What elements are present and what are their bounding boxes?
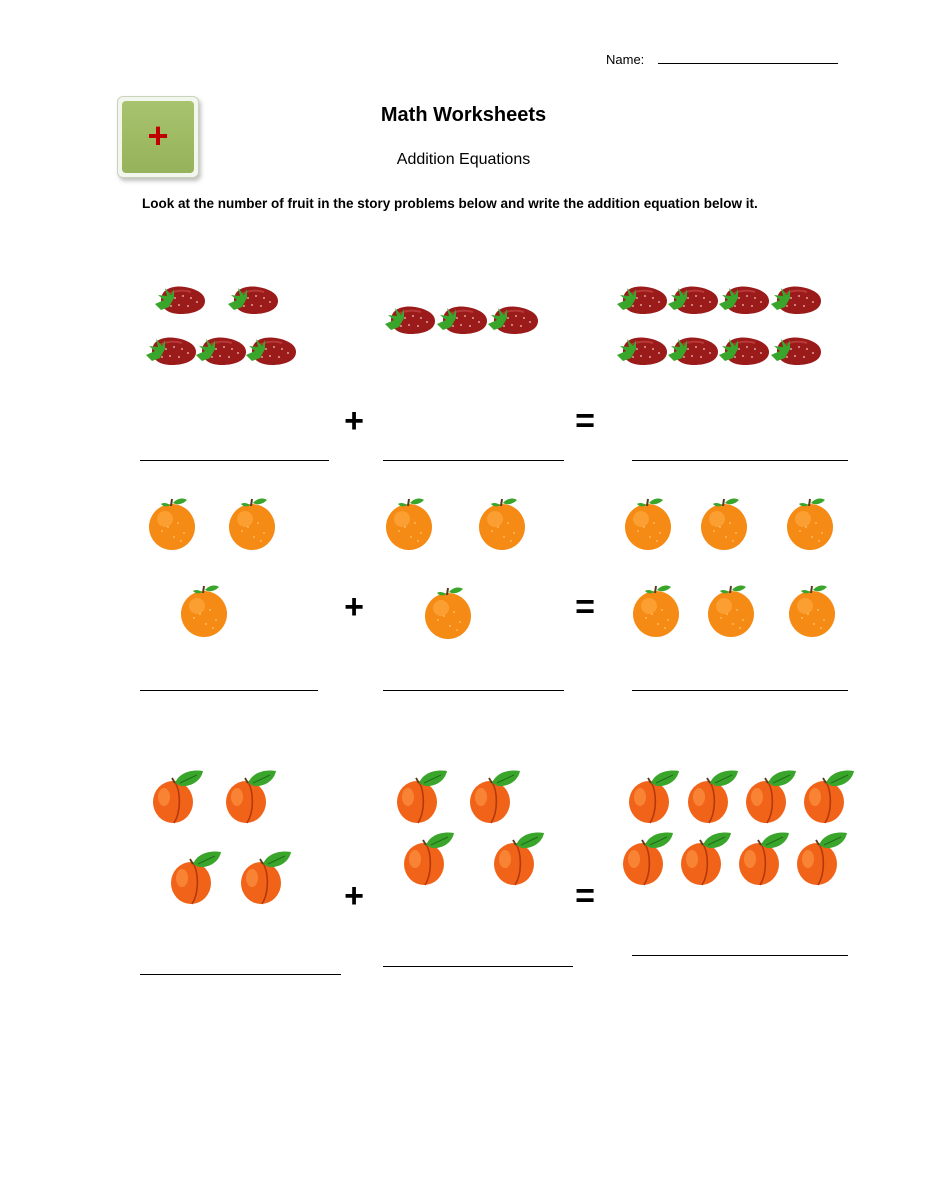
orange-icon — [700, 497, 748, 551]
strawberry-icon — [617, 280, 669, 316]
peach-icon — [402, 829, 456, 887]
strawberry-icon — [437, 300, 489, 336]
peach-icon — [737, 829, 791, 887]
orange-icon — [148, 497, 196, 551]
answer-line-row3-sum[interactable] — [632, 955, 848, 956]
orange-icon — [788, 584, 836, 638]
peach-icon — [151, 767, 205, 825]
peach-icon — [468, 767, 522, 825]
equals-sign-row-1: = — [575, 402, 595, 440]
peach-icon — [802, 767, 856, 825]
peach-icon — [627, 767, 681, 825]
peach-icon — [169, 848, 223, 906]
strawberry-icon — [719, 331, 771, 367]
answer-line-row3-addend2[interactable] — [383, 966, 573, 967]
strawberry-icon — [719, 280, 771, 316]
name-label: Name: — [606, 52, 645, 67]
strawberry-icon — [228, 280, 280, 316]
peach-icon — [224, 767, 278, 825]
answer-line-row1-addend1[interactable] — [140, 460, 329, 461]
strawberry-icon — [385, 300, 437, 336]
peach-icon — [795, 829, 849, 887]
answer-line-row2-addend2[interactable] — [383, 690, 564, 691]
answer-line-row1-addend2[interactable] — [383, 460, 564, 461]
peach-icon — [686, 767, 740, 825]
orange-icon — [478, 497, 526, 551]
strawberry-icon — [771, 331, 823, 367]
strawberry-icon — [617, 331, 669, 367]
orange-icon — [180, 584, 228, 638]
plus-icon: + — [147, 115, 169, 156]
orange-icon — [786, 497, 834, 551]
answer-line-row3-addend1[interactable] — [140, 974, 341, 975]
orange-icon — [632, 584, 680, 638]
equals-sign-row-3: = — [575, 877, 595, 915]
equals-sign-row-2: = — [575, 588, 595, 626]
name-field[interactable] — [658, 63, 838, 64]
answer-line-row2-sum[interactable] — [632, 690, 848, 691]
plus-sign-row-1: + — [344, 402, 364, 440]
orange-icon — [424, 586, 472, 640]
plus-sign-row-2: + — [344, 588, 364, 626]
page-title: Math Worksheets — [380, 104, 547, 126]
strawberry-icon — [155, 280, 207, 316]
strawberry-icon — [668, 331, 720, 367]
plus-sign-row-3: + — [344, 877, 364, 915]
peach-icon — [239, 848, 293, 906]
strawberry-icon — [196, 331, 248, 367]
strawberry-icon — [668, 280, 720, 316]
answer-line-row2-addend1[interactable] — [140, 690, 318, 691]
answer-line-row1-sum[interactable] — [632, 460, 848, 461]
peach-icon — [395, 767, 449, 825]
instructions: Look at the number of fruit in the story problems below and write the addition equation below it. — [142, 196, 758, 211]
strawberry-icon — [246, 331, 298, 367]
peach-icon — [492, 829, 546, 887]
orange-icon — [624, 497, 672, 551]
peach-icon — [744, 767, 798, 825]
orange-icon — [707, 584, 755, 638]
orange-icon — [385, 497, 433, 551]
peach-icon — [621, 829, 675, 887]
orange-icon — [228, 497, 276, 551]
strawberry-icon — [488, 300, 540, 336]
page-subtitle: Addition Equations — [396, 151, 531, 168]
strawberry-icon — [146, 331, 198, 367]
strawberry-icon — [771, 280, 823, 316]
peach-icon — [679, 829, 733, 887]
